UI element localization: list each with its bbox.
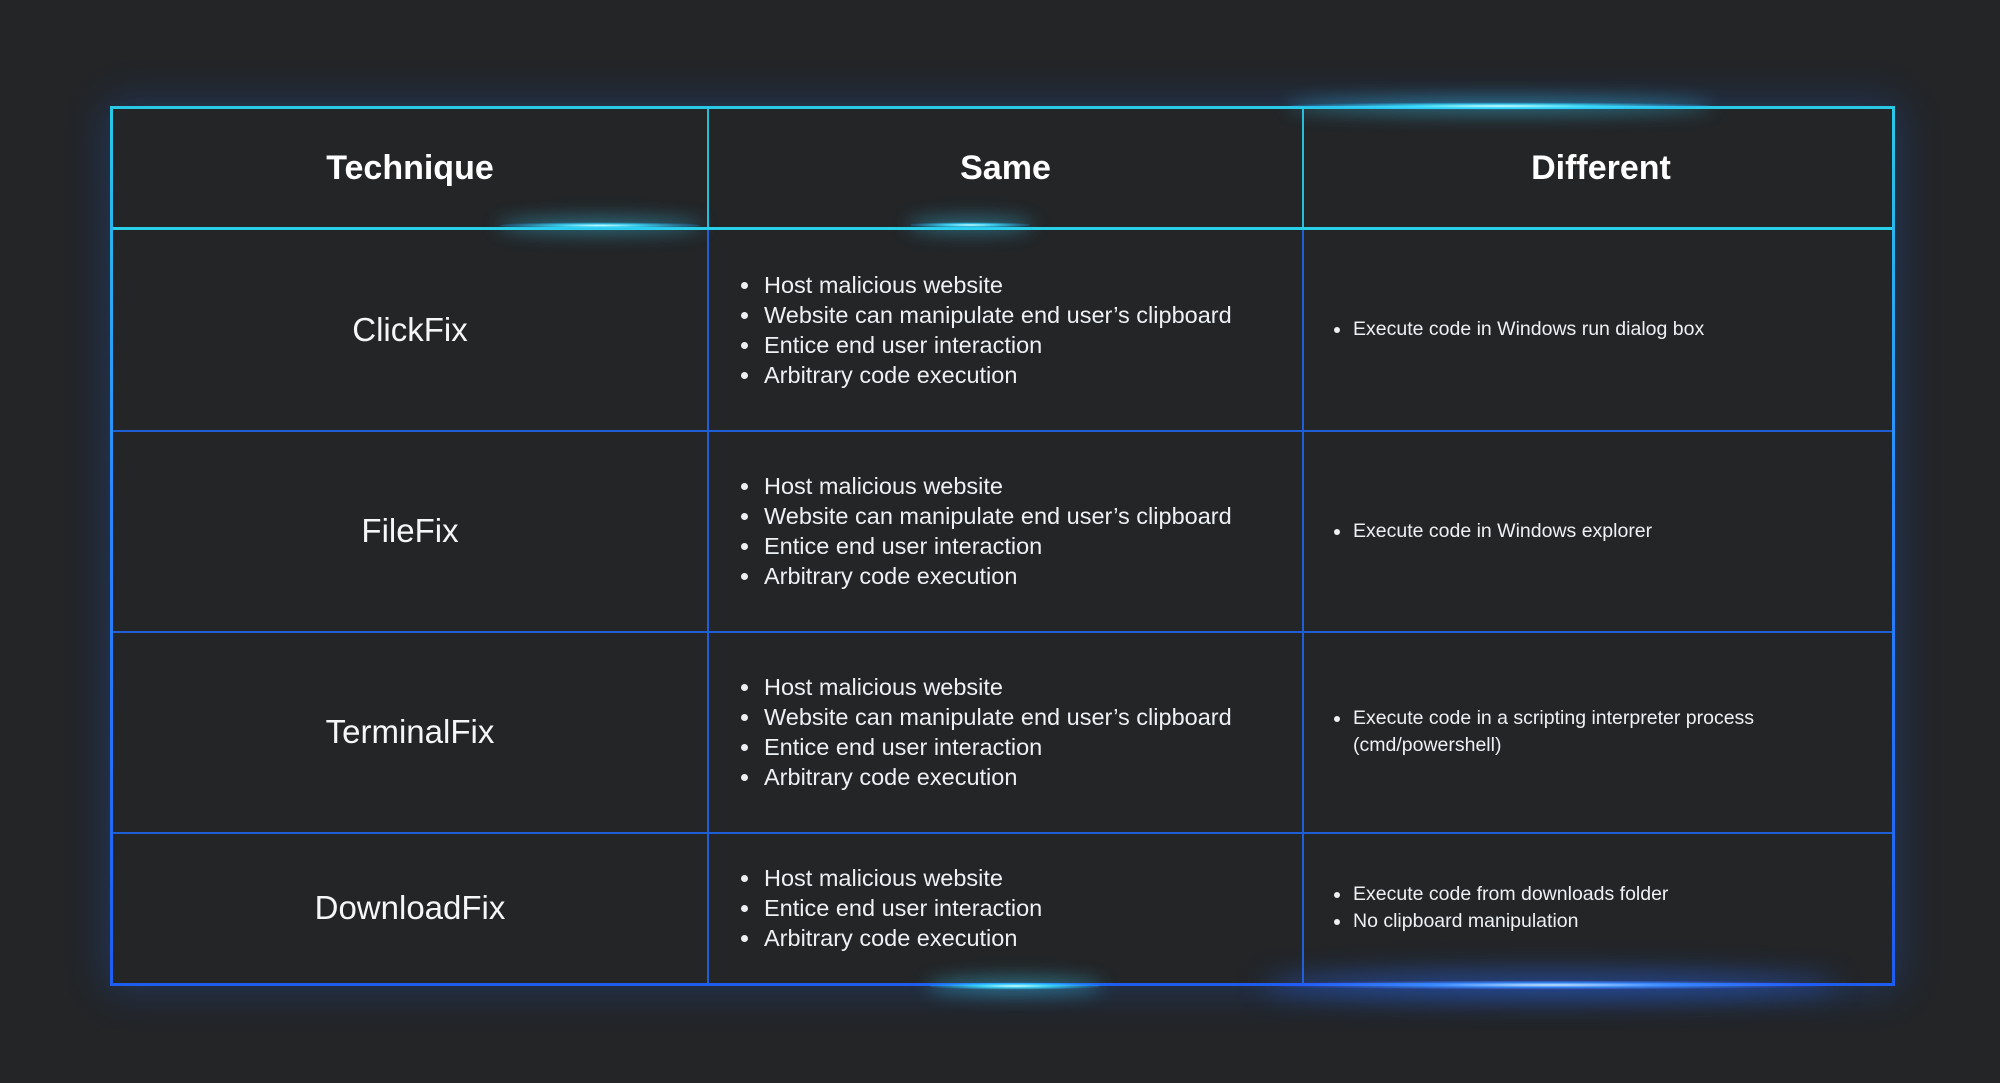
table-row [113, 632, 1895, 833]
table-row [113, 229, 1895, 431]
table-row [113, 833, 1895, 983]
technique-cell: FileFix [113, 431, 708, 632]
list-item: Host malicious website [741, 270, 1302, 300]
technique-cell: ClickFix [113, 229, 708, 431]
list-item: Entice end user interaction [741, 732, 1302, 762]
different-list [1304, 518, 1895, 545]
different-list [1304, 316, 1895, 343]
list-item: Host malicious website [741, 672, 1302, 702]
same-cell [708, 229, 1303, 431]
list-item: Entice end user interaction [741, 330, 1302, 360]
list-item: Entice end user interaction [741, 893, 1302, 923]
different-list [1304, 881, 1895, 935]
list-item: Website can manipulate end user’s clipboard [741, 501, 1302, 531]
same-cell [708, 833, 1303, 983]
list-item: Entice end user interaction [741, 531, 1302, 561]
list-item: Arbitrary code execution [741, 923, 1302, 953]
same-cell [708, 632, 1303, 833]
same-list [709, 863, 1302, 953]
list-item: Execute code in a scripting interpreter process (cmd/powershell) [1334, 705, 1858, 759]
list-item: Execute code from downloads folder [1334, 881, 1858, 908]
same-list [709, 471, 1302, 591]
same-list [709, 672, 1302, 792]
different-cell [1303, 632, 1895, 833]
list-item: Host malicious website [741, 863, 1302, 893]
different-cell [1303, 229, 1895, 431]
list-item: No clipboard manipulation [1334, 908, 1858, 935]
list-item: Arbitrary code execution [741, 360, 1302, 390]
different-list [1304, 705, 1895, 759]
list-item: Execute code in Windows explorer [1334, 518, 1858, 545]
same-list [709, 270, 1302, 390]
list-item: Arbitrary code execution [741, 561, 1302, 591]
list-item: Host malicious website [741, 471, 1302, 501]
list-item: Arbitrary code execution [741, 762, 1302, 792]
header-same: Same [708, 109, 1303, 229]
list-item: Website can manipulate end user’s clipboard [741, 300, 1302, 330]
technique-cell: DownloadFix [113, 833, 708, 983]
table-row [113, 431, 1895, 632]
comparison-table-frame [110, 106, 1895, 986]
technique-cell: TerminalFix [113, 632, 708, 833]
different-cell [1303, 431, 1895, 632]
list-item: Execute code in Windows run dialog box [1334, 316, 1858, 343]
list-item: Website can manipulate end user’s clipboard [741, 702, 1302, 732]
different-cell [1303, 833, 1895, 983]
comparison-table [113, 109, 1895, 983]
header-row [113, 109, 1895, 229]
same-cell [708, 431, 1303, 632]
header-technique: Technique [113, 109, 708, 229]
header-different: Different [1303, 109, 1895, 229]
